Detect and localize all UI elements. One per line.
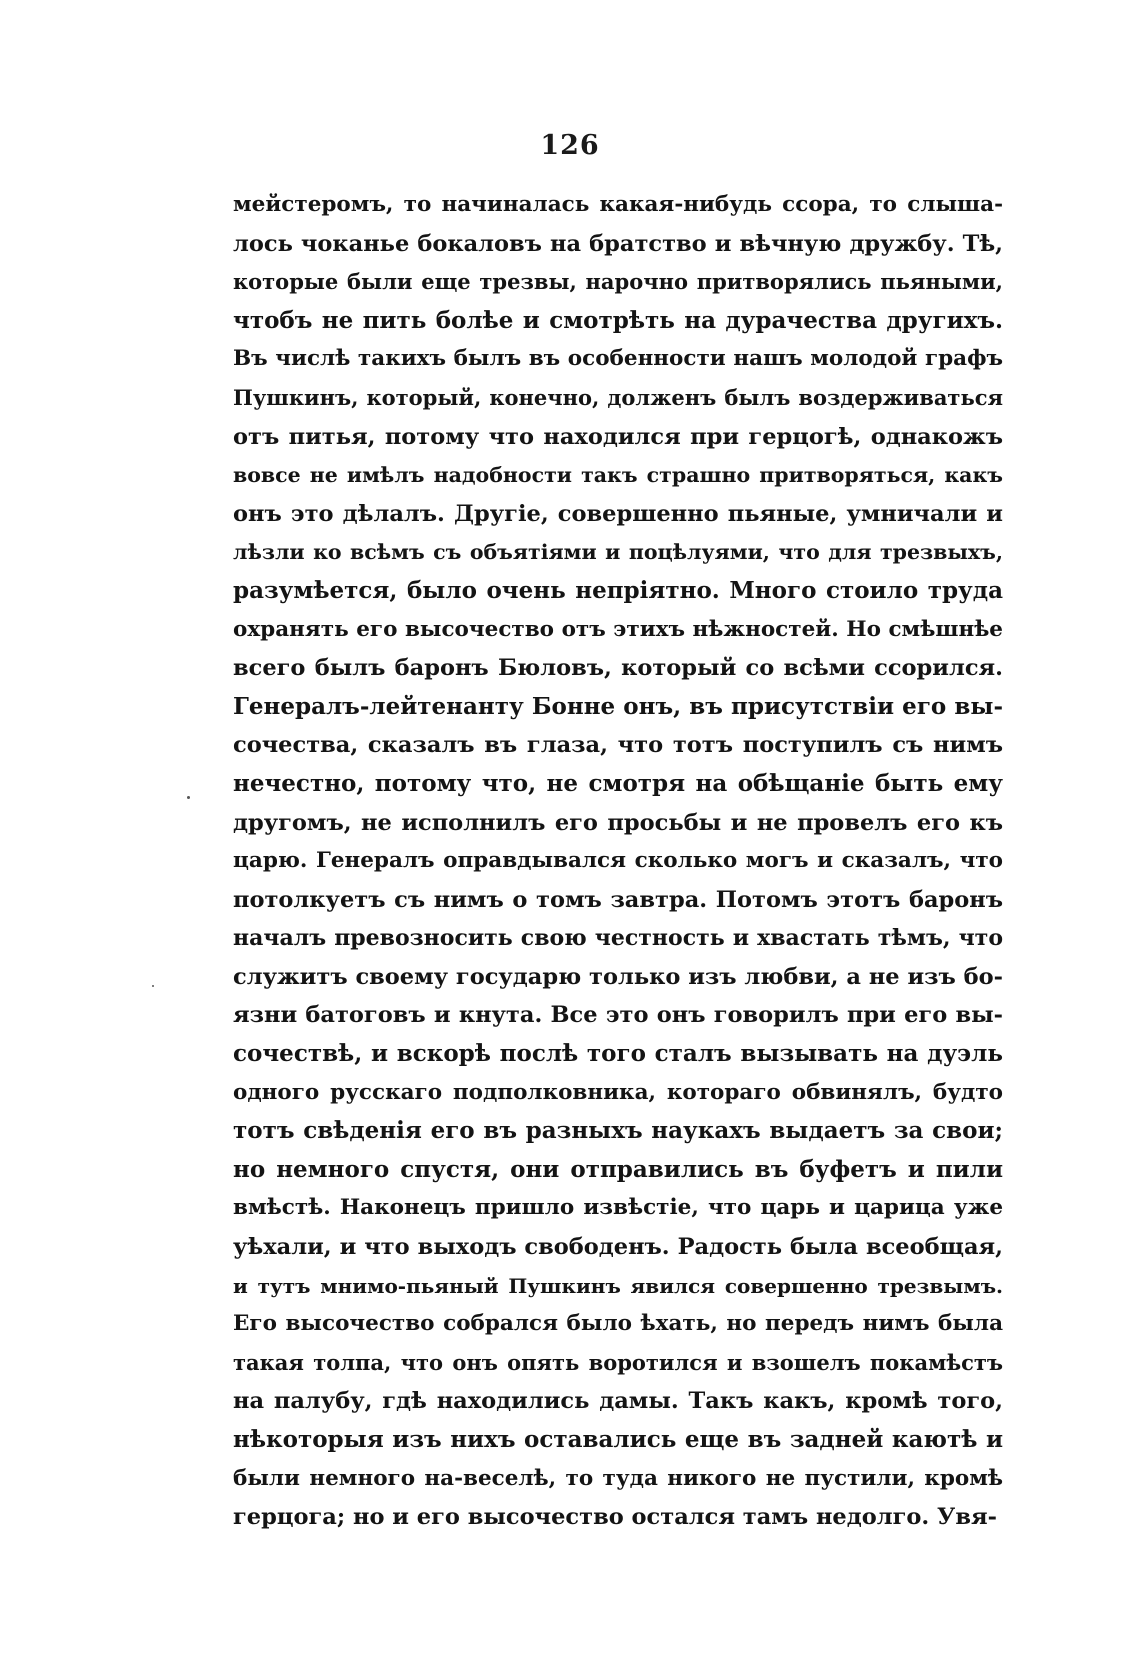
text-line: мейстеромъ, то начиналась какая-нибудь ссора, то слыша- bbox=[233, 192, 1003, 217]
text-line: отъ питья, потому что находился при герцогѣ, однакожъ bbox=[233, 423, 1003, 450]
ink-speck bbox=[187, 796, 190, 799]
text-line: были немного на-веселѣ, то туда никого не пустили, кромѣ bbox=[233, 1465, 1003, 1491]
text-line: служитъ своему государю только изъ любви, а не изъ бо- bbox=[233, 963, 1003, 990]
text-line: уѣхали, и что выходъ свободенъ. Радость была всеобщая, bbox=[233, 1234, 1003, 1261]
text-line: герцога; но и его высочество остался тамъ недолго. Увя- bbox=[233, 1504, 997, 1531]
body-text bbox=[233, 186, 1003, 1537]
text-line: нечестно, потому что, не смотря на обѣщаніе быть ему bbox=[233, 769, 1003, 797]
text-line: вмѣстѣ. Наконецъ пришло извѣстіе, что царь и царица уже bbox=[233, 1195, 1003, 1221]
text-line: Его высочество собрался было ѣхать, но передъ нимъ была bbox=[233, 1311, 1003, 1337]
text-line: и тутъ мнимо-пьяный Пушкинъ явился совершенно трезвымъ. bbox=[233, 1273, 1003, 1298]
text-line: тотъ свѣденія его въ разныхъ наукахъ выдаетъ за свои; bbox=[233, 1117, 1003, 1145]
text-line: Въ числѣ такихъ былъ въ особенности нашъ молодой графъ bbox=[233, 346, 1003, 372]
text-line: Генералъ-лейтенанту Бонне онъ, въ присутствіи его вы- bbox=[233, 692, 1003, 720]
text-line: вовсе не имѣлъ надобности такъ страшно притворяться, какъ bbox=[233, 463, 1003, 488]
text-line: онъ это дѣлалъ. Другіе, совершенно пьяные, умничали и bbox=[233, 500, 1003, 527]
text-line: Пушкинъ, который, конечно, долженъ былъ воздерживаться bbox=[233, 384, 1003, 410]
text-line: разумѣется, было очень непріятно. Много стоило труда bbox=[233, 576, 1003, 604]
text-line: которые были еще трезвы, нарочно притворялись пьяными, bbox=[233, 269, 1003, 295]
text-line: такая толпа, что онъ опять воротился и взошелъ покамѣстъ bbox=[233, 1349, 1003, 1375]
ink-speck bbox=[152, 985, 154, 987]
text-line: лось чоканье бокаловъ на братство и вѣчную дружбу. Тѣ, bbox=[233, 230, 1003, 257]
text-line: сочества, сказалъ въ глаза, что тотъ поступилъ съ нимъ bbox=[233, 732, 1003, 759]
text-line: началъ превозносить свою честность и хвастать тѣмъ, что bbox=[233, 925, 1003, 952]
text-line: сочествѣ, и вскорѣ послѣ того сталъ вызывать на дуэль bbox=[233, 1040, 1003, 1068]
text-line: потолкуетъ съ нимъ о томъ завтра. Потомъ этотъ баронъ bbox=[233, 886, 1003, 913]
text-line: лѣзли ко всѣмъ съ объятіями и поцѣлуями, что для трезвыхъ, bbox=[233, 540, 1003, 565]
text-line: чтобъ не пить болѣе и смотрѣть на дурачества другихъ. bbox=[233, 306, 1003, 334]
text-line: другомъ, не исполнилъ его просьбы и не провелъ его къ bbox=[233, 809, 1003, 836]
text-line: но немного спустя, они отправились въ буфетъ и пили bbox=[233, 1155, 1003, 1183]
text-line: одного русскаго подполковника, котораго обвинялъ, будто bbox=[233, 1079, 1003, 1105]
text-line: язни батоговъ и кнута. Все это онъ говорилъ при его вы- bbox=[233, 1002, 1003, 1029]
text-line: нѣкоторыя изъ нихъ оставались еще въ задней каютѣ и bbox=[233, 1426, 1003, 1453]
text-line: на палубу, гдѣ находились дамы. Такъ какъ, кромѣ того, bbox=[233, 1388, 1003, 1415]
text-line: всего былъ баронъ Бюловъ, который со всѣми ссорился. bbox=[233, 655, 1003, 682]
page-number: 126 bbox=[540, 130, 600, 161]
text-line: царю. Генералъ оправдывался сколько могъ и сказалъ, что bbox=[233, 848, 1003, 874]
text-line: охранять его высочество отъ этихъ нѣжностей. Но смѣшнѣе bbox=[233, 616, 1003, 642]
